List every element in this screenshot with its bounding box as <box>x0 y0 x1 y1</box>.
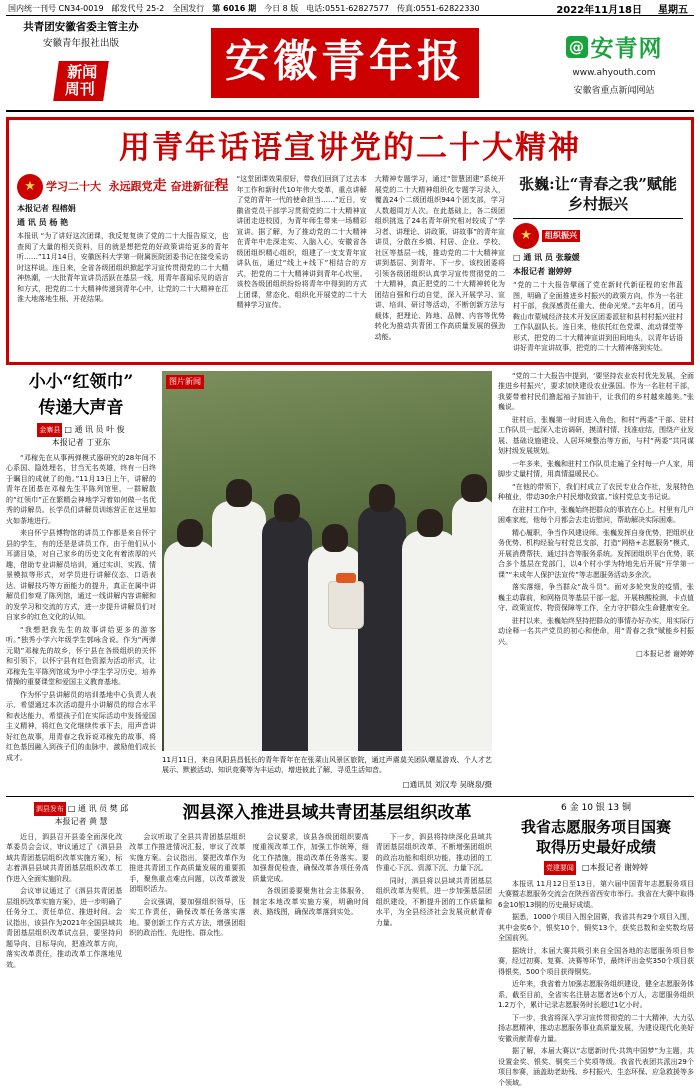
photo-figure <box>212 501 266 751</box>
topbar-distribution: 全国发行 <box>172 3 204 14</box>
sixian-column-2 <box>129 832 245 973</box>
sub-story-tag-banner <box>513 223 683 249</box>
sub-story-byline-1: □ 通 讯 员 张璇媛 <box>513 252 683 264</box>
divider <box>513 218 683 219</box>
study-emblem-banner <box>17 174 229 200</box>
photo-figure <box>164 541 216 751</box>
red-scarf-body <box>6 453 156 764</box>
photo-caption: 11月11日，来自风阳县昌低长的青年青年在在张菜山风景区旅院，通过声震莫关团队曙星游戏、个人才艺展示、默嵌活动、知识竞赛等为丰运动，增进彼此了解，寻觅生活知音。 <box>162 755 492 776</box>
zhangwei-para-8: 驻村以来，张巍始终坚持把群众的事情办好办实，用实际行动诠释一名共产党员的初心和使命，用“青春之我”赋能乡村振兴。 <box>498 616 694 648</box>
sixian-column-4 <box>376 832 492 973</box>
sixian-para-8: 同时，泗县将以县域共青团基层组织改革为契机，进一步加强基层团组织建设，不断提升团的工作质量和水平，为全县经济社会发展贡献青春力量。 <box>376 876 492 929</box>
middle-section <box>6 371 694 790</box>
sixian-para-2: 会议审议通过了《泗县共青团基层组织改革实施方案》，进一步明确了任务分工、责任单位、推进时间。会议指出，该县作为2021年全国县域共青团基层组织改革试点县，要坚持问题导向、目标导向，把准改革方向，落实改革责任，推动改革工作落地见效。 <box>6 886 122 970</box>
topbar-date: 2022年11月18日 <box>556 1 642 16</box>
photo-figure-head <box>226 479 252 507</box>
county-badge: 泗县发布 <box>34 802 66 816</box>
volunteer-byline: □本报记者 谢婷婷 <box>582 862 648 874</box>
red-scarf-para-4: 作为怀宁县讲解员的培训基地中心负责人表示，希望通过本次活动提升小讲解员的综合水平和表达能力，希望孩子们在实际活动中发扬爱国主义精神，将红色文化继续传承下去，用声音讲好红色故事，用青春之我诉说邓稼先的故事，将红色基因融入到孩子们的血脉中，激励他们成长成才。 <box>6 690 156 764</box>
topbar-phone: 电话:0551-62827577 <box>306 3 389 14</box>
sixian-credits <box>6 802 156 828</box>
photo-figure <box>402 531 458 751</box>
lead-text-1: 本报讯 “为了讲好这次团课，我反复复读了党的二十大报告原文，也查阅了大量的相关资料，目的就是想把党的好政策讲给更多的青年听……”11月14日，安徽医科大学第一附属医院团委书记在接受采访时这样说。连日来，全省各级团组织掀起学习宣传贯彻党的二十大精神热潮，一大批青年宣讲员活跃在基层一线，用青年喜闻乐见的语言和方式，把党的二十大精神传递到青年心中，让党的二十大精神在江淮大地落地生根、开花结果。 <box>17 231 229 305</box>
site-logo-text: 安青网 <box>591 30 663 63</box>
red-scarf-credits <box>6 423 156 449</box>
photo-figure-head <box>177 519 203 547</box>
story-red-scarf <box>6 371 156 790</box>
topbar-weekday: 星期五 <box>658 1 688 16</box>
volunteer-credits <box>498 861 694 875</box>
red-scarf-byline-1: □ 通 讯 员 叶 俊 <box>64 425 124 434</box>
story-volunteer-award <box>498 802 694 1090</box>
sixian-title: 泗县深入推进县域共青团基层组织改革 <box>162 802 492 824</box>
photo-credit-tag: □通讯员 <box>403 780 433 789</box>
lead-column-2 <box>237 174 367 354</box>
topbar-page-count: 今日 8 版 <box>264 3 298 14</box>
zhangwei-para-5: 在驻村工作中，张巍始终把群众的事放在心上。村里有几户困难家庭，他每个月都会去走访慰问，帮助解决实际困难。 <box>498 505 694 526</box>
masthead-left <box>6 16 156 110</box>
site-note: 安徽省重点新闻网站 <box>573 83 654 96</box>
section-badge: 党建要闻 <box>544 861 576 875</box>
zhangwei-para-1: “党的二十大报告中提到，‘要坚持农业农村优先发展，全面推进乡村振兴’，要求加快建设农业强国。作为一名驻村干部，我要带着村民们撸起袖子加油干，让我们的乡村越来越美。”张巍说。 <box>498 371 694 413</box>
lead-column-1 <box>17 174 229 354</box>
volunteer-para-6: 据了解，本届大赛以“志愿新时代·共筑中国梦”为主题，共设置金奖、银奖、铜奖三个奖项等级。我省代表团共派出29个项目参赛，涵盖助老助残、乡村振兴、生态环保、应急救援等多个领域。 <box>498 1046 694 1088</box>
photo-figure-head <box>369 484 395 512</box>
red-scarf-para-3: “我想把我先生的故事讲给更多的游客听。”独秀小学六年级学生郭咏含说。作为“两弹元勋”邓稼先的故乡，怀宁县在各级组织的关怀和引领下，以怀宁县有红色资源为活动形式，让邓稼先生平陈列馆成为中小学生学习历史，培养情操的重要课堂和爱国主义教育基地。 <box>6 625 156 688</box>
photo-figures <box>162 371 492 751</box>
topbar-date-block <box>556 1 692 16</box>
kettle-prop <box>328 581 364 629</box>
masthead-topbar <box>6 0 694 16</box>
volunteer-body <box>498 879 694 1089</box>
photo-figure <box>358 506 406 751</box>
sixian-para-6: 各级团委要聚焦社会主体服务，制定本地改革实施方案，明确时间表、路线图，确保改革落到实处。 <box>253 886 369 918</box>
zhangwei-para-7: 落实落细，争当群众“战斗员”。面对多轮突发的疫情，张巍主动靠前，和网格员等基层干部一起，开展核酸检测、卡点值守、政策宣传、物资保障等工作，全力守护群众生命健康安全。 <box>498 582 694 614</box>
zhangwei-story-continued <box>498 371 694 790</box>
bottom-section <box>6 796 694 1090</box>
volunteer-para-2: 据悉，1000个项目入围全国赛，我省共有29个项目入围，其中金奖6个，银奖10个，铜奖13个，获奖总数和金奖数均居全国前列。 <box>498 912 694 944</box>
masthead-publisher: 安徽青年报社出版 <box>43 36 119 51</box>
lead-byline-1a: 本报记者 程榕娟 <box>17 203 229 215</box>
news-photo <box>162 371 492 751</box>
topbar-fax: 传真:0551-62822330 <box>397 3 480 14</box>
topbar-meta <box>8 3 480 14</box>
news-weekly-line1: 新闻 <box>67 64 97 81</box>
sixian-column-3 <box>253 832 369 973</box>
volunteer-para-4: 近年来，我省着力加强志愿服务组织建设，健全志愿服务体系，截至目前，全省实名注册志愿者达6个万人，志愿服务组织1.2万个，累计记录志愿服务时长超过1亿小时。 <box>498 979 694 1011</box>
news-weekly-line2: 周刊 <box>65 81 95 98</box>
lead-columns <box>13 174 687 356</box>
lead-text-2: “这堂团课效果很好，带我们回到了过去本年工作和新时代10年伟大变革，重点讲解了党的青年一代的使命担当……”近日，安徽省党员干部学习贯彻党的二十大精神宣讲团走进校园，为青年师生带来一场精彩宣讲。据了解，为了推动党的二十大精神在青年中走深走实、入脑入心，安徽省各级团组织精心组织，组建了一支支青年宣讲队伍，通过“线上+线下”相结合的方式，把党的二十大精神讲到青年心坎里。该校各级团组织纷纷将青年中得到的方式上团课，常态化、组织化开展党的二十大精神学习宣传。 <box>237 174 367 311</box>
photo-news-stamp: 图片新闻 <box>166 375 204 389</box>
sixian-byline-2: 本报记者 黄 慧 <box>54 816 107 828</box>
sub-story-text: “党的二十大报告擘画了党在新时代新征程的宏伟蓝图，明确了全面推进乡村振兴的政策方向，作为一名驻村干部，我深感责任重大、使命光荣。”去年6月，团马鞍山市蒙城经济技术开发区团委派驻和县村村振兴驻村工作队副队长。连日来，他依托红色党课、流动课堂等形式，把党的二十大精神宣讲到田间地头，以青年话语讲好青年宣讲故事，把党的二十大精神落到实处。 <box>513 280 683 354</box>
site-logo[interactable] <box>566 30 663 63</box>
topbar-postal-code: 邮发代号 25-2 <box>112 3 165 14</box>
photo-figure-head <box>274 494 300 522</box>
photo-figure-head <box>461 474 487 502</box>
county-badge: 金寨县 <box>37 423 62 437</box>
masthead-right <box>534 16 694 110</box>
lead-headline: 用青年话语宣讲党的二十大精神 <box>13 130 687 166</box>
lead-story-box <box>6 117 694 365</box>
volunteer-para-3: 据统计，本届大赛共吸引来自全国各地的志愿服务项目参赛，经过初赛、复赛、决赛等环节，最终评出金奖350个项目获得银奖，500个项目获得铜奖。 <box>498 946 694 978</box>
zhangwei-para-6: 精心履职，争当作风建设师。张巍发挥自身优势，把组织业务优势、机构经验与村党总支部，打造“网格+志愿服务”模式，开展消费帮扶，通过抖音等服务系统。发挥团组织平台优势，联合多个基层在党部门，以4个村小学为特地先后开展“开学第一课”“未成年人保护法宣传”等志愿服务活动多余次。 <box>498 528 694 581</box>
masthead-sponsor: 共青团安徽省委主管主办 <box>23 20 139 35</box>
volunteer-title-2: 取得历史最好成绩 <box>498 837 694 857</box>
zhangwei-body <box>498 371 694 660</box>
topbar-cn-number: 国内统一刊号 CN34-0019 <box>8 3 104 14</box>
sixian-para-5: 会议要求，该县各级团组织要高度重视改革工作，加强工作统筹，细化工作措施，推动改革任务落实。要加强督促检查，确保改革各项任务高质量完成。 <box>253 832 369 885</box>
sixian-para-7: 下一步，泗县将持续深化县域共青团基层组织改革，不断增强团组织的政治功能和组织功能，推动团的工作重心下沉、资源下沉、力量下沉。 <box>376 832 492 874</box>
red-scarf-title-2: 传递大声音 <box>6 397 156 419</box>
photo-figure-head <box>417 509 443 537</box>
zhangwei-para-3: 一年多来，张巍和驻村工作队员走遍了全村每一户人家，用脚步丈量村情，用真情温暖民心。 <box>498 459 694 480</box>
red-scarf-para-1: “邓稼先在从事两弹模式器研究的28年间不心系国、隐姓埋名，甘当无名英雄，终有一日终于瞩目的成就了的他。”11月13日上午，讲解的青年在团基在邓稼先生平陈列馆里，一群解散的“红领巾”正在繁精会神地学习着如何做一名优秀的讲解员。长学员们讲解员训练营正在这里如火如荼地进行。 <box>6 453 156 527</box>
sixian-column-1 <box>6 832 122 973</box>
sub-story-headline: 张巍:让“青春之我”赋能乡村振兴 <box>513 174 683 214</box>
study-banner-text: 学习二十大 永远跟党走 奋进新征程 <box>46 181 229 193</box>
news-weekly-badge <box>53 61 109 101</box>
volunteer-title-1: 我省志愿服务项目国赛 <box>498 817 694 837</box>
photo-figure-head <box>322 524 348 552</box>
sixian-para-3: 会议听取了全县共青团基层组织改革工作推进情况汇报，审议了改革实施方案。会议指出，要把改革作为推进共青团工作高质量发展的重要抓手，聚焦重点难点问题，以改革激发团组织活力。 <box>129 832 245 895</box>
lead-column-3 <box>375 174 505 354</box>
party-emblem-icon: ★ <box>17 174 43 200</box>
lead-column-4 <box>513 174 683 354</box>
sixian-para-1: 近日，泗县召开县委全面深化改革委员会会议，审议通过了《泗县县域共青团基层组织改革实施方案》，标志着泗县县域共青团基层组织改革工作进入全面实施阶段。 <box>6 832 122 885</box>
zhangwei-para-2: 驻村后，张巍第一时间进入角色，和村“两委”干部、驻村工作队员一起深入走访调研，摸清村情、找准症结，围绕产业发展、基础设施建设、人居环境整治等方面，与村“两委”共同谋划村级发展规划。 <box>498 415 694 457</box>
red-scarf-byline-2: 本报记者 丁亚东 <box>52 437 111 449</box>
photo-story <box>162 371 492 790</box>
at-sign-icon: @ <box>566 36 588 58</box>
photo-credit <box>162 779 492 790</box>
photo-figure <box>262 516 312 751</box>
masthead-center <box>156 16 534 110</box>
sixian-para-4: 会议强调，要加强组织领导，压实工作责任，确保改革任务落实落地。要创新工作方式方法，增强团组织的政治性、先进性、群众性。 <box>129 897 245 939</box>
volunteer-para-1: 本报讯 11月12日至13日，第六届中国青年志愿服务项目大赛暨志愿服务交流会在陕西省西安市举行。我省在大赛中取得6金10银13铜的历史最好成绩。 <box>498 879 694 911</box>
party-emblem-icon: ★ <box>513 223 539 249</box>
sub-story-tag: 组织振兴 <box>542 230 580 243</box>
zhangwei-para-4: “在他的带领下，我们村成立了农民专业合作社，发展特色种植业，带动30余户村民增收致富。”该村党总支书记说。 <box>498 482 694 503</box>
red-scarf-title-1: 小小“红领巾” <box>6 371 156 393</box>
masthead <box>6 16 694 112</box>
sixian-columns <box>6 832 492 973</box>
story-sixian <box>6 802 492 1090</box>
volunteer-kicker: 6 金 10 银 13 铜 <box>498 802 694 815</box>
newspaper-title: 安徽青年报 <box>211 28 479 98</box>
lead-text-3: 大精神专题学习，通过“智慧团建”系统开展党的二十大精神组织化专题学习录入，覆盖24个二级团组织944个团支部，学习人数超周万人次。在此基础上，各二级团组织挑选了24名青年研究相对较成了“学习者、讲理论、讲政策、讲故事”的青年宣讲员，分散在乡镇、村居、企业、学校、社区等基层一线，推动党的二十大精神宣讲到基层、到青年。下一步，该校团委将引领各级团组织认真学习宣传贯彻党的二十大精神，真正把党的二十大精神转化为团结自强和行动自觉，深入开展学习、宣讲、培训、研讨等活动，不断创新方法与载体，把理论、阵地、品牌、内容等优势转化为推动共青团工作高质量发展的强劲动能。 <box>375 174 505 342</box>
topbar-issue-number: 第 6016 期 <box>212 3 256 14</box>
zhangwei-signoff: □本报记者 谢婷婷 <box>498 649 694 660</box>
sub-story-byline-2: 本报记者 谢婷婷 <box>513 266 683 278</box>
red-scarf-para-2: 来自怀宁县博物馆的讲员工作都是来自怀宁县的学生，有的还是是讲员工作，由于他们从小耳濡目染，对自己家乡的历史文化有着浓厚的兴趣，借助专业讲解员培训，通过实训、实践、情景模拟等形式，对学员进行讲解仪态、口语表达、讲解技巧等方面能力的提升，真正在属中讲解员们参观了陈列馆，通过一线讲解内容讲解和的发学习和交流的方式，进一步提升讲解员们对自家乡的红色文化的认知。 <box>6 528 156 623</box>
site-url[interactable]: www.ahyouth.com <box>572 68 655 78</box>
lead-byline-1b: 通 讯 员 杨 艳 <box>17 217 229 229</box>
photo-figure <box>452 496 492 751</box>
photo-credit-names: 刘汉寿 吴晓泉/摄 <box>435 780 492 789</box>
volunteer-para-5: 下一步，我省将深入学习宣传贯彻党的二十大精神，大力弘扬志愿精神，推动志愿服务事业高质量发展，为建设现代化美好安徽贡献青春力量。 <box>498 1013 694 1045</box>
sixian-byline-1: □ 通 讯 员 樊 邱 <box>68 804 128 813</box>
